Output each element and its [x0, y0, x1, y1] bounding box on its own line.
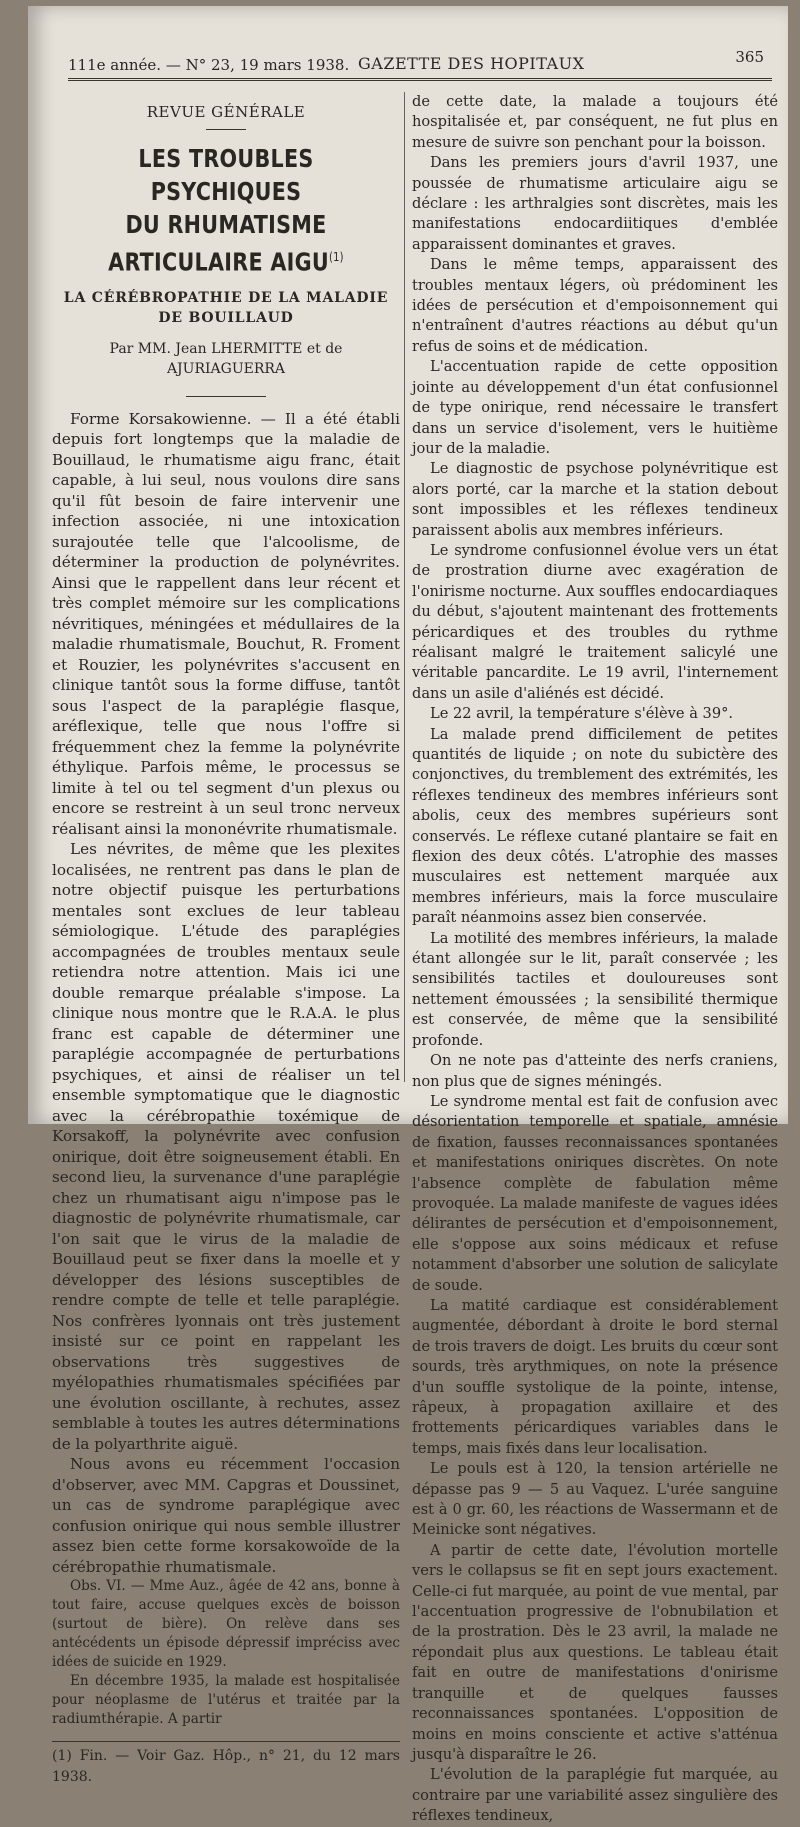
right-column: [412, 92, 778, 1827]
section-heading: REVUE GÉNÉRALE: [146, 103, 306, 121]
paragraph: On ne note pas d'atteinte des nerfs craniens, non plus que de signes méningés.: [412, 1052, 778, 1090]
paragraph: Le syndrome confusionnel évolue vers un état de prostration diurne avec exagération de l'onirisme nocturne. Aux souffles endocardiaques du début, s'ajoutent maintenant des frottements péricardiques et des troubles du rythme réalisant malgré le traitement salicylé une véritable pancardite. Le 19 avril, l'internement dans un asile d'aliénés est décidé.: [412, 541, 778, 702]
paragraph: Dans les premiers jours d'avril 1937, une poussée de rhumatisme articulaire aigu se déclare : les arthralgies sont discrètes, mais les manifestations endocardiitiques d'emblée apparaissent dominantes et graves.: [412, 154, 778, 253]
paragraph: de cette date, la malade a toujours été hospitalisée et, par conséquent, ne fut plus en mesure de suivre son penchant pour la boisson.: [412, 93, 778, 151]
footnote: (1) Fin. — Voir Gaz. Hôp., n° 21, du 12 mars 1938.: [52, 1748, 400, 1785]
footnote-marker: (1): [328, 249, 344, 264]
title-line-1: LES TROUBLES PSYCHIQUES: [138, 143, 314, 206]
page-number: 365: [735, 48, 764, 66]
paragraph: La matité cardiaque est considérablement augmentée, débordant à droite le bord sternal de trois travers de doigt. Les bruits du cœur sont sourds, très arythmiques, on note la présence d'un souffle systolique de la pointe, intense, râpeux, à propagation axillaire et des frottements péricardiques variables dans le temps, mais fixés dans leur localisation.: [412, 1296, 778, 1457]
observation-paragraph: Obs. VI. — Mme Auz., âgée de 42 ans, bonne à tout faire, accuse quelques excès de boisson (surtout de bière). On relève dans ses antécédents un épisode dépressif impréciss avec idées de suicide en 1929.: [52, 1578, 400, 1671]
paragraph: L'évolution de la paraplégie fut marquée, au contraire par une variabilité assez singulière des réflexes tendineux,: [412, 1766, 778, 1825]
paragraph: L'accentuation rapide de cette opposition jointe au développement d'un état confusionnel de type onirique, rend nécessaire le transfert dans un service d'isolement, vers le huitième jour de la maladie.: [412, 358, 778, 457]
column-divider: [404, 92, 405, 1082]
journal-title: GAZETTE DES HOPITAUX: [358, 54, 585, 73]
article-authors: Par MM. Jean LHERMITTE et de AJURIAGUERRA: [109, 340, 343, 378]
observation-paragraph: En décembre 1935, la malade est hospitalisée pour néoplasme de l'utérus et traitée par la radiumthérapie. A partir: [52, 1673, 400, 1728]
paragraph: Le diagnostic de psychose polynévritique est alors porté, car la marche et la station debout sont impossibles et les réflexes tendineux paraissent abolis aux membres inférieurs.: [412, 460, 778, 539]
paragraph: Le syndrome mental est fait de confusion avec désorientation temporelle et spatiale, amnésie de fixation, fausses reconnaissances spontanées et manifestations oniriques discrètes. On note l'absence complète de fabulation même provoquée. La malade manifeste de vagues idées délirantes de persécution et d'empoisonnement, elle s'oppose aux soins médicaux et refuse notamment d'absorber une solution de salicylate de soude.: [412, 1092, 778, 1294]
title-rule: [186, 396, 266, 397]
paragraph: Le pouls est à 120, la tension artérielle ne dépasse pas 9 — 5 au Vaquez. L'urée sanguine est à 0 gr. 60, les réactions de Wassermann et de Meinicke sont négatives.: [412, 1460, 778, 1539]
left-column: [52, 92, 400, 1787]
footnote-rule: [52, 1741, 400, 1742]
paragraph: A partir de cette date, l'évolution mortelle vers le collapsus se fit en sept jours exactement. Celle-ci fut marquée, au point de vue mental, par l'accentuation progressive de l'obnubilation et de la prostration. Dès le 23 avril, la malade ne répondait plus aux questions. Le tableau était fait en outre de manifestations d'onirisme tranquille et de quelques fausses reconnaissances spontanées. L'opposition de moins en moins consciente et active s'atténua jusqu'à disparaître le 26.: [412, 1541, 778, 1763]
page-header: [68, 48, 772, 81]
journal-page: [28, 6, 788, 1825]
title-line-2: [66, 208, 386, 278]
paragraph: Forme Korsakowienne. — Il a été établi depuis fort longtemps que la maladie de Bouillaud, le rhumatisme aigu franc, était capable, à lui seul, nous voulons dire sans qu'il fût besoin de faire intervenir une infection associée, ni une intoxication surajoutée telle que l'alcoolisme, de déterminer la production de polynévrites. Ainsi que le rappellent dans leur récent et très complet mémoire sur les complications névritiques, méningées et médullaires de la maladie rhumatismale, Bouchut, R. Froment et Rouzier, les polynévrites s'accusent en clinique tantôt sous la forme diffuse, tantôt sous l'aspect de la paraplégie flasque, aréflexique, telle que nous l'offre si fréquemment chez la femme la polynévrite éthylique. Parfois même, le processus se limite à tel ou tel segment d'un plexus ou encore se restreint à un seul tronc nerveux réalisant ainsi la mononévrite rhumatismale.: [52, 409, 400, 838]
paragraph: Nous avons eu récemment l'occasion d'observer, avec MM. Capgras et Doussinet, un cas de syndrome paraplégique avec confusion onirique qui nous semble illustrer assez bien cette forme korsakowoïde de la cérébropathie rhumatismale.: [52, 1455, 400, 1576]
paragraph: La malade prend difficilement de petites quantités de liquide ; on note du subictère des conjonctives, du tremblement des extrémités, les réflexes tendineux des membres inférieurs sont abolis, ceux des membres supérieurs sont conservés. Le réflexe cutané plantaire se fait en flexion des deux côtés. L'atrophie des masses musculaires est nettement marquée aux membres inférieurs, mais la force musculaire paraît néanmoins assez bien conservée.: [412, 725, 778, 927]
paragraph: Les névrites, de même que les plexites localisées, ne rentrent pas dans le plan de notre objectif puisque les perturbations mentales sont exclues de leur tableau sémiologique. L'étude des paraplégies accompagnées de troubles mentaux seule retiendra notre attention. Mais ici une double remarque préalable s'impose. La clinique nous montre que le R.A.A. le plus franc est capable de déterminer une paraplégie accompagnée de perturbations psychiques, et ainsi de réaliser un tel ensemble symptomatique que le diagnostic avec la cérébropathie toxémique de Korsakoff, la polynévrite avec confusion onirique, doit être soigneusement établi. En second lieu, la survenance d'une paraplégie chez un rhumatisant aigu n'impose pas le diagnostic de polynévrite rhumatismale, car l'on sait que le virus de la maladie de Bouillaud peut se fixer dans la moelle et y développer des lésions susceptibles de rendre compte de telle et telle paraplégie. Nos confrères lyonnais ont très justement insisté sur ce point en rappelant les observations très suggestives de myélopathies rhumatismales spécifiées par une évolution oscillante, à rechutes, assez semblable à toutes les autres déterminations de la polyarthrite aiguë.: [52, 840, 400, 1453]
paragraph: Le 22 avril, la température s'élève à 39°.: [430, 705, 734, 723]
section-rule: [206, 129, 246, 130]
article-title: [66, 142, 386, 278]
article-subtitle: LA CÉRÉBROPATHIE DE LA MALADIE DE BOUILLAUD: [63, 289, 389, 327]
title-line-2-text: DU RHUMATISME ARTICULAIRE AIGU: [108, 209, 329, 276]
paragraph: Dans le même temps, apparaissent des troubles mentaux légers, où prédominent les idées de persécution et d'empoisonnement qui n'entraînent d'autres réactions au début qu'un refus de soins et de médication.: [412, 256, 778, 355]
paragraph: La motilité des membres inférieurs, la malade étant allongée sur le lit, paraît conservée ; les sensibilités tactiles et douloureuses sont nettement émoussées ; la sensibilité thermique est conservée, de même que la sensibilité profonde.: [412, 929, 778, 1049]
issue-info: 111e année. — N° 23, 19 mars 1938.: [68, 56, 350, 74]
